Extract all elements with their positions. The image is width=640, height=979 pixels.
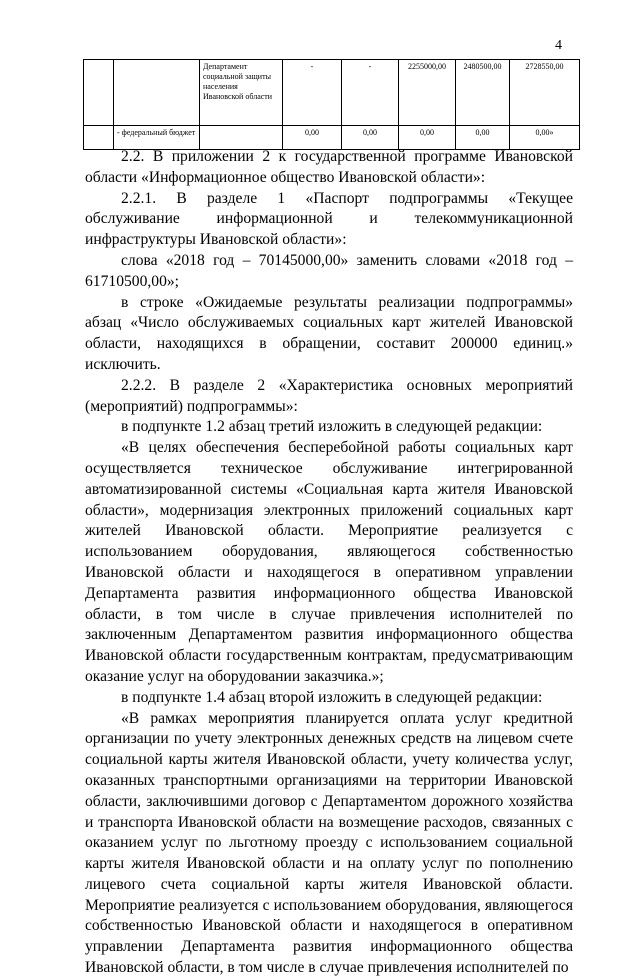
table-cell-empty bbox=[114, 60, 200, 126]
table-cell-empty bbox=[84, 126, 114, 150]
paragraph: «В рамках мероприятия планируется оплата услуг кредитной организации по учету электронных денежных средств на лицевом счете социальной карты жителя Ивановской области, учету количества услуг, оказанных транспортными организациями на территории Ивановской области, заключившими договор с Департаментом дорожного хозяйства и транспорта Ивановской области на возмещение расходов, связанных с оказанием услуг по льготному проезду с использованием социальной карты жителя Ивановской области и на оплату услуг по пополнению лицевого счета социальной карты жителя Ивановской области. Мероприятие реализуется с использованием оборудования, являющегося собственностью Ивановской области и находящегося в оперативном управлении Департамента развития информационного общества Ивановской области, в том числе в случае привлечения исполнителей по bbox=[85, 709, 573, 977]
paragraph: «В целях обеспечения бесперебойной работы социальных карт осуществляется техническое обслуживание интегрированной автоматизированной системы «Социальная карта жителя Ивановской области», модернизация электронных приложений социальных карт жителей Ивановской области. Мероприятие реализуется с использованием оборудования, являющегося собственностью Ивановской области и находящегося в оперативном управлении Департамента развития информационного общества Ивановской области, в том числе в случае привлечения исполнителей по заключенным Департаментом развития информационного общества Ивановской области государственным контрактам, предусматривающим оказание услуг на оборудовании заказчика.»; bbox=[85, 439, 573, 685]
document-body bbox=[85, 147, 573, 979]
table-cell-value: 2728550,00 bbox=[510, 60, 580, 126]
page-number: 4 bbox=[555, 38, 562, 53]
table-cell-empty bbox=[200, 126, 283, 150]
table-row bbox=[84, 60, 580, 126]
paragraph: в строке «Ожидаемые результаты реализации подпрограммы» абзац «Число обслуживаемых социальных карт жителей Ивановской области, находящихся в обращении, составит 200000 единиц.» исключить. bbox=[85, 293, 573, 373]
table-cell-value: 0,00 bbox=[283, 126, 342, 150]
table-cell-value: - bbox=[342, 60, 399, 126]
table-cell-value: 0,00 bbox=[399, 126, 456, 150]
paragraph: слова «2018 год – 70145000,00» заменить словами «2018 год – 61710500,00»; bbox=[85, 251, 573, 290]
table-row bbox=[84, 126, 580, 150]
paragraph: 2.2.1. В разделе 1 «Паспорт подпрограммы «Текущее обслуживание информационной и телекоммуникационной инфраструктуры Ивановской области»: bbox=[85, 189, 573, 249]
paragraph: в подпункте 1.4 абзац второй изложить в следующей редакции: bbox=[121, 688, 543, 706]
table-cell-value: - bbox=[283, 60, 342, 126]
table-cell-value: 0,00» bbox=[510, 126, 580, 150]
table-cell-empty bbox=[84, 60, 114, 126]
paragraph: 2.2. В приложении 2 к государственной программе Ивановской области «Информационное общество Ивановской области»: bbox=[85, 148, 573, 186]
table-cell-value: 0,00 bbox=[456, 126, 510, 150]
budget-table bbox=[83, 59, 580, 150]
table-cell-value: 2255000,00 bbox=[399, 60, 456, 126]
paragraph: в подпункте 1.2 абзац третий изложить в следующей редакции: bbox=[121, 418, 543, 436]
table-cell-name: - федеральный бюджет bbox=[114, 126, 200, 150]
paragraph: 2.2.2. В разделе 2 «Характеристика основных мероприятий (мероприятий) подпрограммы»: bbox=[85, 376, 573, 415]
table-cell-value: 0,00 bbox=[342, 126, 399, 150]
table-cell-value: 2480500,00 bbox=[456, 60, 510, 126]
table-cell-name: Департамент социальной защиты населения Ивановской области bbox=[200, 60, 283, 126]
